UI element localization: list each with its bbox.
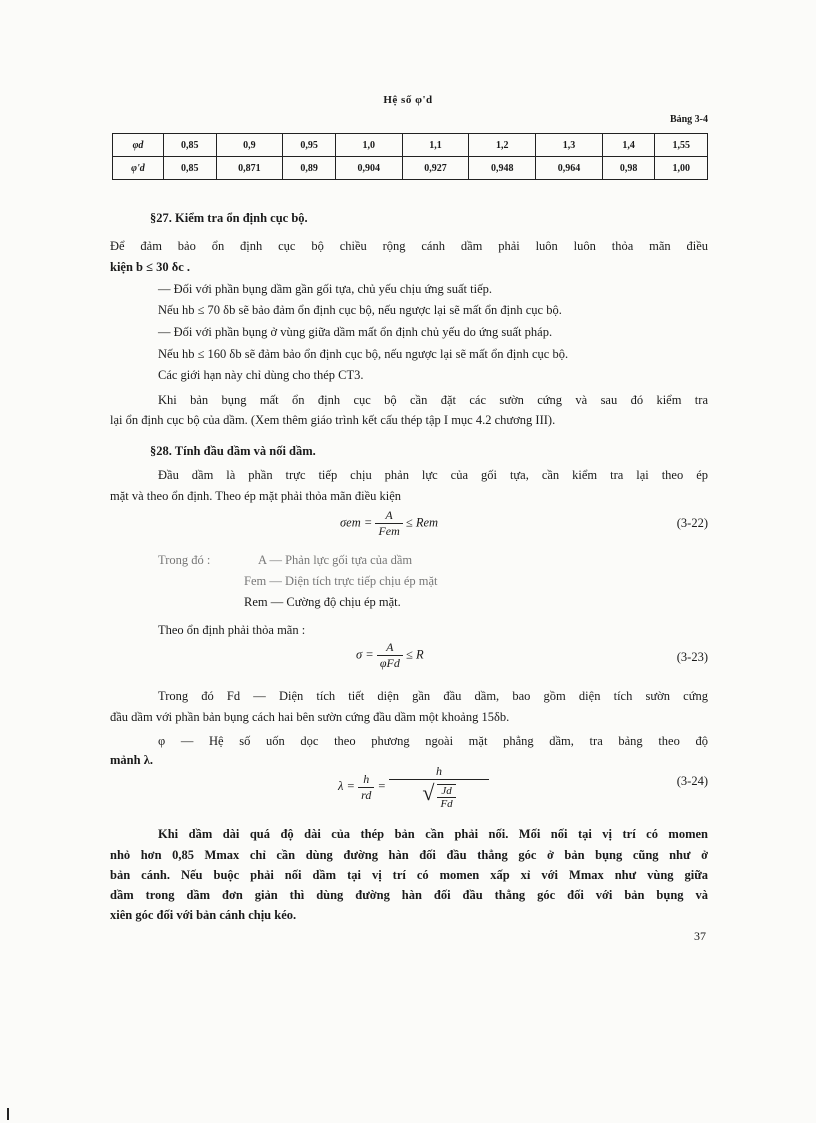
paragraph: Trong đó Fd — Diện tích tiết diện gần đầu dầm, bao gồm diện tích sườn cứng xyxy=(158,689,708,703)
table-title: Hệ số φ'd xyxy=(383,94,433,106)
table-cell: 0,927 xyxy=(402,157,469,180)
table-cell: 0,871 xyxy=(216,157,283,180)
equation-3-24 xyxy=(338,764,489,810)
paragraph: dầm trong dầm đơn giản thì dùng đường hàn đối đầu thẳng góc đối với bản bụng và xyxy=(110,888,708,902)
table-cell: 1,2 xyxy=(469,134,536,157)
paragraph: Nếu hb ≤ 160 δb sẽ đảm bảo ổn định cục bộ, nếu ngược lại sẽ mất ổn định cục bộ. xyxy=(158,347,569,361)
table-cell: 0,904 xyxy=(335,157,402,180)
equation-lhs: λ = xyxy=(338,779,355,793)
definition: Fem — Diện tích trực tiếp chịu ép mặt xyxy=(244,574,438,588)
section-28-heading: §28. Tính đầu dầm và nối dầm. xyxy=(150,444,316,458)
fraction-denominator: rd xyxy=(361,787,372,802)
fraction-numerator: h xyxy=(389,764,489,780)
table-cell: 1,55 xyxy=(655,134,708,157)
table-label: Bảng 3-4 xyxy=(669,114,708,125)
sqrt-icon: √ xyxy=(422,780,435,805)
fraction xyxy=(377,640,403,671)
fraction-denominator: φFd xyxy=(379,656,400,670)
coefficient-table xyxy=(112,133,708,180)
paragraph: Các giới hạn này chỉ dùng cho thép CT3. xyxy=(158,368,364,382)
equation-rhs: ≤ R xyxy=(405,647,424,662)
fraction xyxy=(375,508,402,539)
paragraph: kiện b ≤ 30 δc . xyxy=(110,260,191,274)
page-number: 37 xyxy=(694,929,706,943)
paragraph: mảnh λ. xyxy=(110,753,153,767)
definition: A — Phản lực gối tựa của dầm xyxy=(258,553,413,567)
paragraph: bản cánh. Nếu buộc phải nối dầm tại vị trí có momen xấp xỉ với Mmax như vùng giữa xyxy=(110,868,708,882)
paragraph: Theo ổn định phải thỏa mãn : xyxy=(158,623,306,637)
table-cell: 0,85 xyxy=(164,134,217,157)
fraction-numerator: A xyxy=(377,640,403,656)
sqrt-denominator-value: Fd xyxy=(440,798,453,811)
paragraph: lại ổn định cục bộ của dầm. (Xem thêm giáo trình kết cấu thép tập I mục 4.2 chương III). xyxy=(110,413,556,427)
table-cell: 1,3 xyxy=(536,134,603,157)
paragraph: mặt và theo ổn định. Theo ép mặt phải thỏa mãn điều kiện xyxy=(110,489,402,503)
fraction-denominator: Fem xyxy=(378,524,400,538)
table-cell: 1,00 xyxy=(655,157,708,180)
table-cell: 1,1 xyxy=(402,134,469,157)
table-cell: 0,948 xyxy=(469,157,536,180)
scan-edge-mark xyxy=(7,1108,9,1120)
fraction-numerator: A xyxy=(375,508,402,524)
equation-lhs: σ = xyxy=(356,647,374,662)
paragraph: Khi dầm dài quá độ dài của thép bản cần phải nối. Mối nối tại vị trí có momen xyxy=(158,827,708,841)
sqrt-denominator xyxy=(389,780,489,810)
paragraph: Nếu hb ≤ 70 δb sẽ bảo đảm ổn định cục bộ, nếu ngược lại sẽ mất ổn định cục bộ. xyxy=(158,303,562,317)
row-header: φd xyxy=(113,134,164,157)
equation-number: (3-24) xyxy=(676,774,708,788)
fraction xyxy=(389,764,489,810)
equation-lhs: σem = xyxy=(340,515,373,530)
paragraph: xiên góc đối với bản cánh chịu kéo. xyxy=(110,908,297,922)
paragraph: φ — Hệ số uốn dọc theo phương ngoài mặt phẳng dầm, tra bảng theo độ xyxy=(158,734,708,748)
definition: Rem — Cường độ chịu ép mặt. xyxy=(244,595,401,609)
table-row xyxy=(113,134,708,157)
equation-3-22 xyxy=(340,508,438,539)
table-cell: 0,9 xyxy=(216,134,283,157)
where-label: Trong đó : xyxy=(158,553,211,567)
table-cell: 0,98 xyxy=(602,157,655,180)
section-27-heading: §27. Kiểm tra ổn định cục bộ. xyxy=(150,211,308,225)
table-cell: 0,964 xyxy=(536,157,603,180)
paragraph: Khi bản bụng mất ổn định cục bộ cần đặt các sườn cứng và sau đó kiểm tra xyxy=(158,393,708,407)
equation-number: (3-22) xyxy=(676,516,708,530)
paragraph: Để đảm bảo ổn định cục bộ chiều rộng cánh dầm phải luôn luôn thỏa mãn điều xyxy=(110,239,708,253)
equals-sign: = xyxy=(377,779,386,793)
table-cell: 0,85 xyxy=(164,157,217,180)
equation-rhs: ≤ Rem xyxy=(405,515,439,530)
equation-3-23 xyxy=(356,640,424,671)
table-cell: 1,0 xyxy=(335,134,402,157)
paragraph: — Đối với phần bụng dầm gần gối tựa, chủ yếu chịu ứng suất tiếp. xyxy=(158,282,492,296)
fraction-numerator: h xyxy=(358,772,374,788)
table-cell: 0,89 xyxy=(283,157,336,180)
fraction xyxy=(358,772,374,803)
table-cell: 0,95 xyxy=(283,134,336,157)
equation-number: (3-23) xyxy=(676,650,708,664)
sqrt-fraction xyxy=(437,784,455,810)
paragraph: đầu dầm với phần bản bụng cách hai bên sườn cứng đầu dầm một khoảng 15δb. xyxy=(110,710,510,724)
paragraph: nhỏ hơn 0,85 Mmax chỉ cần dùng đường hàn đối đầu thẳng góc ở bản bụng cũng như ở xyxy=(110,848,708,862)
table-row xyxy=(113,157,708,180)
sqrt-numerator: Jd xyxy=(437,785,455,798)
paragraph: Đầu dầm là phần trực tiếp chịu phản lực của gối tựa, cần kiểm tra lại theo ép xyxy=(158,468,708,482)
table-cell: 1,4 xyxy=(602,134,655,157)
paragraph: — Đối với phần bụng ở vùng giữa dầm mất ổn định chủ yếu do ứng suất pháp. xyxy=(158,325,553,339)
row-header: φ'd xyxy=(113,157,164,180)
